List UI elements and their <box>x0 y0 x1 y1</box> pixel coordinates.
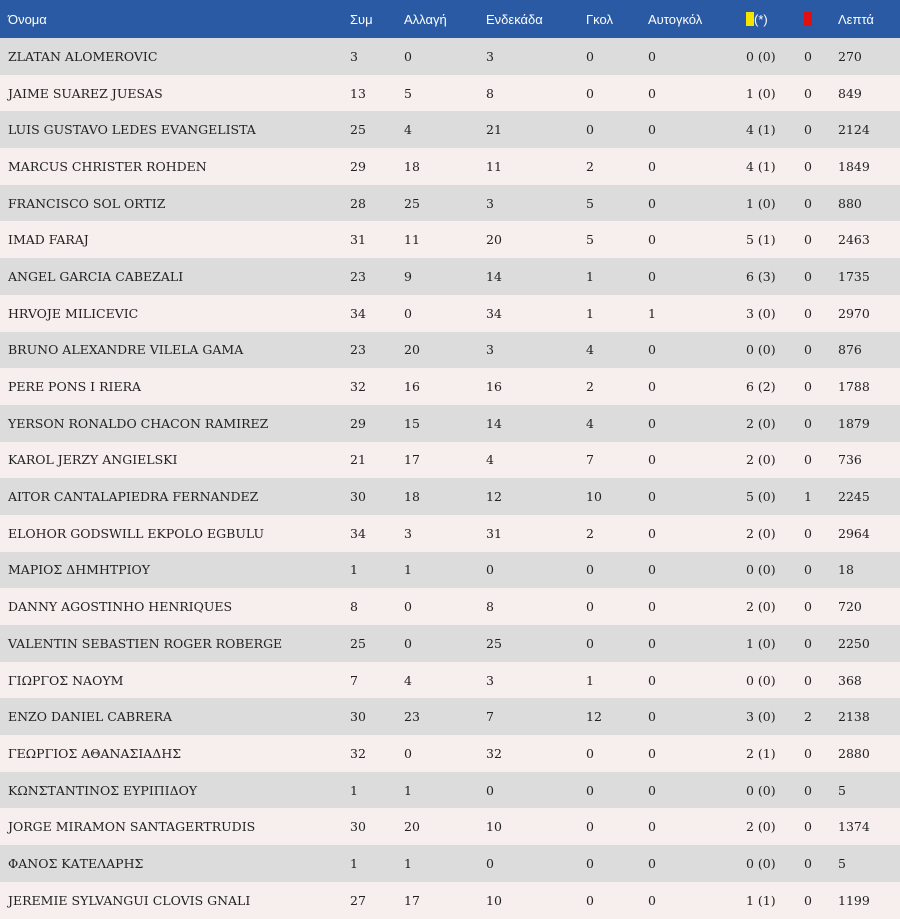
player-own-goals: 0 <box>648 48 656 64</box>
player-minutes: 1374 <box>838 819 870 835</box>
player-apps: 28 <box>350 195 366 211</box>
player-name: ΓΕΩΡΓΙΟΣ ΑΘΑΝΑΣΙΑΔΗΣ <box>8 745 182 761</box>
player-starts: 3 <box>486 672 494 688</box>
player-starts: 10 <box>486 819 502 835</box>
player-goals: 0 <box>586 819 594 835</box>
player-red-cards: 0 <box>804 672 812 688</box>
player-name: LUIS GUSTAVO LEDES EVANGELISTA <box>8 122 256 138</box>
player-name: IMAD FARAJ <box>8 232 89 248</box>
player-minutes: 5 <box>838 782 846 798</box>
header-name[interactable]: Όνομα <box>8 11 47 27</box>
player-subs: 20 <box>404 819 420 835</box>
player-own-goals: 0 <box>648 415 656 431</box>
player-subs: 0 <box>404 305 412 321</box>
player-own-goals: 0 <box>648 562 656 578</box>
player-yellow-cards: 0 (0) <box>746 782 776 798</box>
player-own-goals: 0 <box>648 635 656 651</box>
table-row <box>0 185 900 222</box>
player-red-cards: 0 <box>804 855 812 871</box>
player-subs: 17 <box>404 452 420 468</box>
player-subs: 20 <box>404 342 420 358</box>
player-minutes: 1788 <box>838 379 870 395</box>
table-row <box>0 38 900 75</box>
player-red-cards: 0 <box>804 562 812 578</box>
player-apps: 34 <box>350 305 366 321</box>
player-apps: 29 <box>350 158 366 174</box>
header-yellow-suffix: (*) <box>754 11 768 27</box>
table-row <box>0 368 900 405</box>
header-apps[interactable]: Συμ <box>350 11 373 27</box>
table-row <box>0 332 900 369</box>
player-name: ΚΩΝΣΤΑΝΤΙΝΟΣ ΕΥΡΙΠΙΔΟΥ <box>8 782 198 798</box>
player-yellow-cards: 2 (0) <box>746 415 776 431</box>
table-row <box>0 808 900 845</box>
player-apps: 1 <box>350 562 358 578</box>
player-red-cards: 0 <box>804 85 812 101</box>
header-goals[interactable]: Γκολ <box>586 11 613 27</box>
player-goals: 10 <box>586 489 602 505</box>
table-row <box>0 772 900 809</box>
player-apps: 23 <box>350 342 366 358</box>
player-starts: 11 <box>486 158 502 174</box>
player-yellow-cards: 5 (0) <box>746 489 776 505</box>
player-own-goals: 0 <box>648 122 656 138</box>
player-yellow-cards: 5 (1) <box>746 232 776 248</box>
player-red-cards: 0 <box>804 48 812 64</box>
player-goals: 0 <box>586 122 594 138</box>
player-subs: 5 <box>404 85 412 101</box>
player-subs: 0 <box>404 48 412 64</box>
player-own-goals: 0 <box>648 525 656 541</box>
player-name: ΦΑΝΟΣ ΚΑΤΕΛΑΡΗΣ <box>8 855 144 871</box>
player-goals: 2 <box>586 525 594 541</box>
player-subs: 18 <box>404 489 420 505</box>
player-starts: 8 <box>486 599 494 615</box>
player-red-cards: 0 <box>804 745 812 761</box>
player-name: MARCUS CHRISTER ROHDEN <box>8 158 207 174</box>
player-yellow-cards: 1 (1) <box>746 892 776 908</box>
player-name: BRUNO ALEXANDRE VILELA GAMA <box>8 342 244 358</box>
player-starts: 0 <box>486 562 494 578</box>
player-yellow-cards: 1 (0) <box>746 85 776 101</box>
player-yellow-cards: 3 (0) <box>746 305 776 321</box>
player-minutes: 2964 <box>838 525 870 541</box>
header-red-cards[interactable] <box>804 0 838 38</box>
player-name: VALENTIN SEBASTIEN ROGER ROBERGE <box>8 635 283 651</box>
player-own-goals: 0 <box>648 672 656 688</box>
player-minutes: 1879 <box>838 415 870 431</box>
player-apps: 31 <box>350 232 366 248</box>
player-own-goals: 0 <box>648 232 656 248</box>
player-minutes: 720 <box>838 599 862 615</box>
player-goals: 7 <box>586 452 594 468</box>
player-starts: 3 <box>486 48 494 64</box>
player-apps: 32 <box>350 745 366 761</box>
player-red-cards: 0 <box>804 635 812 651</box>
player-yellow-cards: 0 (0) <box>746 855 776 871</box>
player-name: ΓΙΩΡΓΟΣ ΝΑΟΥΜ <box>8 672 124 688</box>
player-own-goals: 0 <box>648 452 656 468</box>
red-card-icon <box>804 12 812 26</box>
player-minutes: 736 <box>838 452 862 468</box>
player-subs: 15 <box>404 415 420 431</box>
table-row <box>0 625 900 662</box>
player-minutes: 1199 <box>838 892 870 908</box>
player-name: ΜΑΡΙΟΣ ΔΗΜΗΤΡΙΟΥ <box>8 562 151 578</box>
player-name: ENZO DANIEL CABRERA <box>8 709 173 725</box>
player-red-cards: 0 <box>804 195 812 211</box>
player-goals: 0 <box>586 562 594 578</box>
player-yellow-cards: 6 (2) <box>746 379 776 395</box>
table-row <box>0 735 900 772</box>
player-starts: 16 <box>486 379 502 395</box>
header-minutes[interactable]: Λεπτά <box>838 11 874 27</box>
player-starts: 20 <box>486 232 502 248</box>
player-own-goals: 0 <box>648 709 656 725</box>
player-subs: 0 <box>404 635 412 651</box>
player-own-goals: 0 <box>648 782 656 798</box>
player-red-cards: 0 <box>804 342 812 358</box>
player-red-cards: 0 <box>804 158 812 174</box>
player-minutes: 18 <box>838 562 854 578</box>
player-own-goals: 0 <box>648 158 656 174</box>
player-own-goals: 0 <box>648 819 656 835</box>
table-row <box>0 111 900 148</box>
player-yellow-cards: 2 (0) <box>746 525 776 541</box>
player-name: ZLATAN ALOMEROVIC <box>8 48 158 64</box>
player-red-cards: 0 <box>804 819 812 835</box>
player-starts: 4 <box>486 452 494 468</box>
player-yellow-cards: 1 (0) <box>746 195 776 211</box>
player-yellow-cards: 6 (3) <box>746 268 776 284</box>
player-own-goals: 1 <box>648 305 656 321</box>
player-goals: 0 <box>586 745 594 761</box>
player-apps: 32 <box>350 379 366 395</box>
player-red-cards: 0 <box>804 122 812 138</box>
table-header <box>0 0 900 38</box>
player-goals: 12 <box>586 709 602 725</box>
player-starts: 21 <box>486 122 502 138</box>
player-name: PERE PONS I RIERA <box>8 379 142 395</box>
player-subs: 1 <box>404 562 412 578</box>
player-apps: 21 <box>350 452 366 468</box>
player-apps: 13 <box>350 85 366 101</box>
player-red-cards: 1 <box>804 489 812 505</box>
player-red-cards: 0 <box>804 305 812 321</box>
player-apps: 34 <box>350 525 366 541</box>
player-starts: 3 <box>486 195 494 211</box>
player-starts: 34 <box>486 305 502 321</box>
player-minutes: 1849 <box>838 158 870 174</box>
player-subs: 9 <box>404 268 412 284</box>
player-own-goals: 0 <box>648 892 656 908</box>
player-goals: 0 <box>586 635 594 651</box>
player-minutes: 2250 <box>838 635 870 651</box>
player-name: KAROL JERZY ANGIELSKI <box>8 452 178 468</box>
player-apps: 7 <box>350 672 358 688</box>
player-minutes: 5 <box>838 855 846 871</box>
player-goals: 0 <box>586 85 594 101</box>
player-subs: 1 <box>404 782 412 798</box>
player-starts: 32 <box>486 745 502 761</box>
player-red-cards: 2 <box>804 709 812 725</box>
player-own-goals: 0 <box>648 855 656 871</box>
player-subs: 17 <box>404 892 420 908</box>
table-row <box>0 845 900 882</box>
player-subs: 3 <box>404 525 412 541</box>
header-own-goals[interactable]: Αυτογκόλ <box>648 11 703 27</box>
player-own-goals: 0 <box>648 745 656 761</box>
player-goals: 1 <box>586 672 594 688</box>
player-apps: 25 <box>350 635 366 651</box>
player-starts: 14 <box>486 268 502 284</box>
table-row <box>0 258 900 295</box>
player-starts: 31 <box>486 525 502 541</box>
player-name: ANGEL GARCIA CABEZALI <box>8 268 184 284</box>
player-minutes: 876 <box>838 342 862 358</box>
player-goals: 4 <box>586 415 594 431</box>
table-row <box>0 148 900 185</box>
player-yellow-cards: 4 (1) <box>746 122 776 138</box>
player-subs: 23 <box>404 709 420 725</box>
player-apps: 29 <box>350 415 366 431</box>
player-minutes: 2138 <box>838 709 870 725</box>
yellow-card-icon <box>746 12 754 26</box>
player-subs: 1 <box>404 855 412 871</box>
player-name: ELOHOR GODSWILL EKPOLO EGBULU <box>8 525 265 541</box>
player-yellow-cards: 0 (0) <box>746 562 776 578</box>
player-starts: 7 <box>486 709 494 725</box>
table-row <box>0 295 900 332</box>
table-row <box>0 442 900 479</box>
table-row <box>0 75 900 112</box>
player-name: DANNY AGOSTINHO HENRIQUES <box>8 599 233 615</box>
player-minutes: 2970 <box>838 305 870 321</box>
player-minutes: 368 <box>838 672 862 688</box>
table-row <box>0 588 900 625</box>
player-starts: 10 <box>486 892 502 908</box>
player-apps: 27 <box>350 892 366 908</box>
player-subs: 16 <box>404 379 420 395</box>
header-row <box>0 0 900 38</box>
player-yellow-cards: 1 (0) <box>746 635 776 651</box>
player-starts: 25 <box>486 635 502 651</box>
player-own-goals: 0 <box>648 379 656 395</box>
player-red-cards: 0 <box>804 525 812 541</box>
player-minutes: 849 <box>838 85 862 101</box>
player-red-cards: 0 <box>804 599 812 615</box>
player-starts: 0 <box>486 782 494 798</box>
player-yellow-cards: 2 (0) <box>746 819 776 835</box>
player-red-cards: 0 <box>804 232 812 248</box>
player-goals: 4 <box>586 342 594 358</box>
player-apps: 25 <box>350 122 366 138</box>
player-goals: 1 <box>586 268 594 284</box>
player-yellow-cards: 2 (1) <box>746 745 776 761</box>
player-apps: 23 <box>350 268 366 284</box>
player-red-cards: 0 <box>804 379 812 395</box>
player-goals: 1 <box>586 305 594 321</box>
table-row <box>0 515 900 552</box>
player-minutes: 1735 <box>838 268 870 284</box>
player-goals: 0 <box>586 782 594 798</box>
player-yellow-cards: 4 (1) <box>746 158 776 174</box>
player-own-goals: 0 <box>648 268 656 284</box>
player-own-goals: 0 <box>648 489 656 505</box>
player-minutes: 270 <box>838 48 862 64</box>
player-subs: 18 <box>404 158 420 174</box>
player-red-cards: 0 <box>804 782 812 798</box>
player-name: FRANCISCO SOL ORTIZ <box>8 195 166 211</box>
player-apps: 30 <box>350 819 366 835</box>
player-own-goals: 0 <box>648 342 656 358</box>
player-minutes: 2463 <box>838 232 870 248</box>
header-yellow-cards[interactable] <box>746 0 804 38</box>
player-subs: 4 <box>404 122 412 138</box>
table-row <box>0 552 900 589</box>
player-subs: 0 <box>404 599 412 615</box>
table-row <box>0 221 900 258</box>
player-name: YERSON RONALDO CHACON RAMIREZ <box>8 415 269 431</box>
player-goals: 0 <box>586 599 594 615</box>
table-row <box>0 698 900 735</box>
player-minutes: 2880 <box>838 745 870 761</box>
player-minutes: 2124 <box>838 122 870 138</box>
player-name: JEREMIE SYLVANGUI CLOVIS GNALI <box>8 892 251 908</box>
player-starts: 12 <box>486 489 502 505</box>
player-own-goals: 0 <box>648 85 656 101</box>
player-goals: 0 <box>586 855 594 871</box>
player-subs: 11 <box>404 232 420 248</box>
player-yellow-cards: 2 (0) <box>746 599 776 615</box>
player-goals: 0 <box>586 48 594 64</box>
player-yellow-cards: 2 (0) <box>746 452 776 468</box>
player-name: JORGE MIRAMON SANTAGERTRUDIS <box>8 819 256 835</box>
player-apps: 8 <box>350 599 358 615</box>
player-apps: 1 <box>350 782 358 798</box>
player-starts: 0 <box>486 855 494 871</box>
player-apps: 30 <box>350 709 366 725</box>
player-yellow-cards: 0 (0) <box>746 48 776 64</box>
table-row <box>0 405 900 442</box>
player-yellow-cards: 3 (0) <box>746 709 776 725</box>
player-yellow-cards: 0 (0) <box>746 342 776 358</box>
player-minutes: 880 <box>838 195 862 211</box>
player-red-cards: 0 <box>804 892 812 908</box>
player-apps: 3 <box>350 48 358 64</box>
player-goals: 2 <box>586 379 594 395</box>
player-starts: 14 <box>486 415 502 431</box>
player-red-cards: 0 <box>804 452 812 468</box>
table-row <box>0 478 900 515</box>
player-name: HRVOJE MILICEVIC <box>8 305 139 321</box>
player-red-cards: 0 <box>804 268 812 284</box>
player-apps: 1 <box>350 855 358 871</box>
player-goals: 0 <box>586 892 594 908</box>
player-goals: 5 <box>586 195 594 211</box>
player-yellow-cards: 0 (0) <box>746 672 776 688</box>
player-name: JAIME SUAREZ JUESAS <box>8 85 163 101</box>
player-own-goals: 0 <box>648 599 656 615</box>
table-body <box>0 38 900 919</box>
player-starts: 3 <box>486 342 494 358</box>
player-red-cards: 0 <box>804 415 812 431</box>
table-row <box>0 662 900 699</box>
player-goals: 2 <box>586 158 594 174</box>
header-starts[interactable]: Ενδεκάδα <box>486 11 543 27</box>
player-subs: 0 <box>404 745 412 761</box>
player-goals: 5 <box>586 232 594 248</box>
table-row <box>0 882 900 919</box>
player-own-goals: 0 <box>648 195 656 211</box>
player-subs: 4 <box>404 672 412 688</box>
player-subs: 25 <box>404 195 420 211</box>
player-starts: 8 <box>486 85 494 101</box>
player-minutes: 2245 <box>838 489 870 505</box>
player-name: AITOR CANTALAPIEDRA FERNANDEZ <box>8 489 259 505</box>
header-subs[interactable]: Αλλαγή <box>404 11 447 27</box>
player-apps: 30 <box>350 489 366 505</box>
